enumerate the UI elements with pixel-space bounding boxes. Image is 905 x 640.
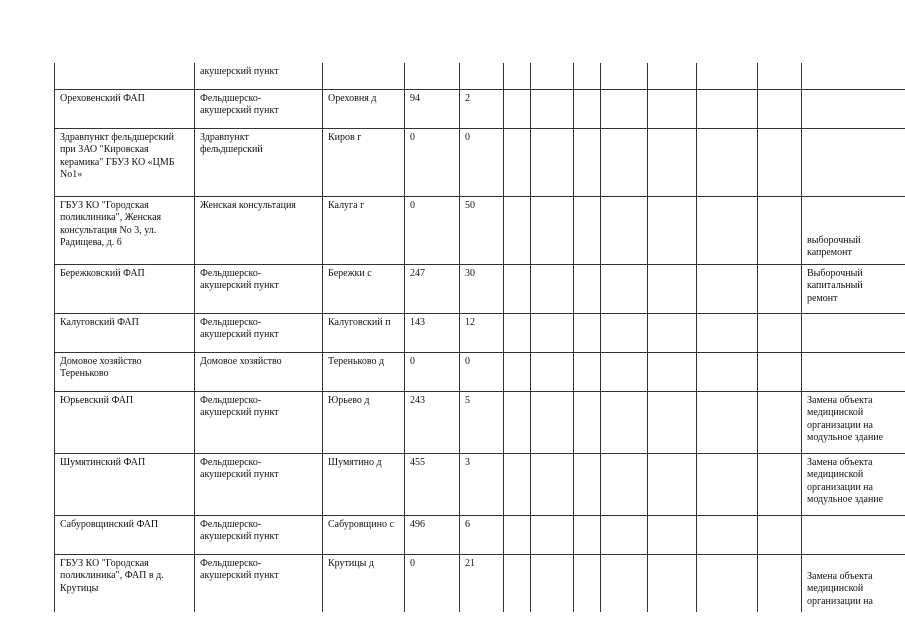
cell-type: Фельдшерско- акушерский пункт xyxy=(195,554,323,612)
cell-note: выборочный капремонт xyxy=(802,196,905,264)
cell-locality: Юрьево д xyxy=(323,391,405,453)
cell-empty xyxy=(648,89,697,128)
cell-value-2: 50 xyxy=(460,196,504,264)
cell-note xyxy=(802,128,905,196)
cell-empty xyxy=(574,554,601,612)
cell-empty xyxy=(531,453,574,515)
cell-value-1: 143 xyxy=(405,313,460,352)
cell-empty xyxy=(697,313,758,352)
cell-empty xyxy=(601,264,648,313)
cell-locality: Калуговский п xyxy=(323,313,405,352)
cell-empty xyxy=(601,554,648,612)
table-body xyxy=(55,63,905,612)
cell-name: Юрьевский ФАП xyxy=(55,391,195,453)
cell-name: Сабуровщинский ФАП xyxy=(55,515,195,554)
cell-empty xyxy=(601,196,648,264)
cell-value-1: 0 xyxy=(405,554,460,612)
cell-name: ГБУЗ КО "Городская поликлиника", ФАП в д. Крутицы xyxy=(55,554,195,612)
cell-empty xyxy=(531,313,574,352)
cell-value-1: 243 xyxy=(405,391,460,453)
cell-locality: Киров г xyxy=(323,128,405,196)
cell-name: Домовое хозяйство Тереньково xyxy=(55,352,195,391)
cell-empty xyxy=(531,554,574,612)
cell-type: Фельдшерско- акушерский пункт xyxy=(195,391,323,453)
cell-empty xyxy=(574,313,601,352)
table-row xyxy=(55,63,905,89)
document-table xyxy=(54,63,905,612)
cell-empty xyxy=(648,453,697,515)
cell-empty xyxy=(601,515,648,554)
cell-empty xyxy=(758,391,802,453)
cell-value-1: 94 xyxy=(405,89,460,128)
cell-empty xyxy=(758,128,802,196)
cell-empty xyxy=(648,264,697,313)
cell-value-1: 496 xyxy=(405,515,460,554)
cell-empty xyxy=(504,313,531,352)
cell-empty xyxy=(758,554,802,612)
cell-value-2: 3 xyxy=(460,453,504,515)
cell-locality: Сабуровщино с xyxy=(323,515,405,554)
cell-name: Здравпункт фельдшерский при ЗАО "Кировская керамика" ГБУЗ КО «ЦМБ No1» xyxy=(55,128,195,196)
cell-name: Ореховенский ФАП xyxy=(55,89,195,128)
cell-empty xyxy=(504,391,531,453)
cell-empty xyxy=(648,313,697,352)
cell-type: Здравпункт фельдшерский xyxy=(195,128,323,196)
cell-name xyxy=(55,63,195,89)
cell-value-2: 0 xyxy=(460,128,504,196)
cell-empty xyxy=(697,89,758,128)
cell-value-2: 21 xyxy=(460,554,504,612)
cell-empty xyxy=(504,264,531,313)
cell-empty xyxy=(531,89,574,128)
cell-empty xyxy=(601,391,648,453)
cell-value-2: 6 xyxy=(460,515,504,554)
cell-empty xyxy=(574,264,601,313)
cell-empty xyxy=(758,515,802,554)
cell-empty xyxy=(697,63,758,89)
cell-empty xyxy=(504,89,531,128)
cell-value-1: 0 xyxy=(405,352,460,391)
cell-name: Шумятинский ФАП xyxy=(55,453,195,515)
cell-value-1 xyxy=(405,63,460,89)
cell-note: Замена объекта медицинской организации на модульное здание xyxy=(802,391,905,453)
cell-empty xyxy=(697,391,758,453)
table-row xyxy=(55,515,905,554)
table-row xyxy=(55,128,905,196)
cell-empty xyxy=(758,352,802,391)
cell-empty xyxy=(648,352,697,391)
cell-value-1: 455 xyxy=(405,453,460,515)
cell-empty xyxy=(574,196,601,264)
cell-empty xyxy=(648,554,697,612)
cell-empty xyxy=(758,453,802,515)
cell-name: ГБУЗ КО "Городская поликлиника", Женская консультация No 3, ул. Радищева, д. 6 xyxy=(55,196,195,264)
table-row xyxy=(55,453,905,515)
cell-note xyxy=(802,63,905,89)
table-row xyxy=(55,89,905,128)
cell-empty xyxy=(648,63,697,89)
cell-empty xyxy=(504,453,531,515)
cell-type: Домовое хозяйство xyxy=(195,352,323,391)
cell-empty xyxy=(504,554,531,612)
cell-note xyxy=(802,89,905,128)
cell-empty xyxy=(758,264,802,313)
cell-note xyxy=(802,352,905,391)
cell-empty xyxy=(697,515,758,554)
cell-empty xyxy=(504,352,531,391)
cell-empty xyxy=(648,391,697,453)
cell-locality: Тереньково д xyxy=(323,352,405,391)
cell-empty xyxy=(574,89,601,128)
cell-note: Выборочный капитальный ремонт xyxy=(802,264,905,313)
cell-value-2: 30 xyxy=(460,264,504,313)
cell-locality: Бережки с xyxy=(323,264,405,313)
cell-empty xyxy=(504,196,531,264)
cell-type: Фельдшерско- акушерский пункт xyxy=(195,515,323,554)
table-row xyxy=(55,196,905,264)
cell-value-2: 0 xyxy=(460,352,504,391)
cell-type: Фельдшерско- акушерский пункт xyxy=(195,264,323,313)
cell-locality xyxy=(323,63,405,89)
cell-name: Калуговский ФАП xyxy=(55,313,195,352)
cell-value-2 xyxy=(460,63,504,89)
cell-locality: Крутицы д xyxy=(323,554,405,612)
cell-empty xyxy=(531,391,574,453)
cell-value-2: 12 xyxy=(460,313,504,352)
cell-empty xyxy=(601,453,648,515)
cell-note: Замена объекта медицинской организации на модульное здание xyxy=(802,453,905,515)
cell-empty xyxy=(758,89,802,128)
cell-locality: Ореховня д xyxy=(323,89,405,128)
cell-empty xyxy=(648,515,697,554)
cell-type: Фельдшерско- акушерский пункт xyxy=(195,453,323,515)
cell-empty xyxy=(697,352,758,391)
cell-empty xyxy=(504,63,531,89)
cell-locality: Калуга г xyxy=(323,196,405,264)
cell-type: Женская консультация xyxy=(195,196,323,264)
cell-empty xyxy=(697,554,758,612)
cell-empty xyxy=(697,128,758,196)
cell-note: Замена объекта медицинской организации на xyxy=(802,554,905,612)
cell-empty xyxy=(601,352,648,391)
cell-note xyxy=(802,313,905,352)
cell-empty xyxy=(601,313,648,352)
cell-note xyxy=(802,515,905,554)
cell-type: Фельдшерско- акушерский пункт xyxy=(195,89,323,128)
cell-empty xyxy=(531,264,574,313)
cell-value-2: 5 xyxy=(460,391,504,453)
cell-value-2: 2 xyxy=(460,89,504,128)
table-row xyxy=(55,264,905,313)
cell-empty xyxy=(574,128,601,196)
cell-locality: Шумятино д xyxy=(323,453,405,515)
cell-empty xyxy=(601,89,648,128)
cell-empty xyxy=(574,391,601,453)
table-row xyxy=(55,391,905,453)
cell-empty xyxy=(601,63,648,89)
cell-empty xyxy=(531,352,574,391)
cell-empty xyxy=(574,63,601,89)
cell-empty xyxy=(648,196,697,264)
table-row xyxy=(55,554,905,612)
cell-empty xyxy=(504,515,531,554)
cell-empty xyxy=(601,128,648,196)
cell-empty xyxy=(574,453,601,515)
cell-value-1: 0 xyxy=(405,196,460,264)
cell-empty xyxy=(531,515,574,554)
cell-empty xyxy=(574,352,601,391)
cell-empty xyxy=(697,264,758,313)
cell-empty xyxy=(531,128,574,196)
cell-empty xyxy=(758,63,802,89)
cell-empty xyxy=(574,515,601,554)
cell-empty xyxy=(531,63,574,89)
cell-empty xyxy=(531,196,574,264)
cell-name: Бережковский ФАП xyxy=(55,264,195,313)
table-row xyxy=(55,313,905,352)
cell-value-1: 0 xyxy=(405,128,460,196)
cell-empty xyxy=(648,128,697,196)
cell-type: акушерский пункт xyxy=(195,63,323,89)
cell-empty xyxy=(697,453,758,515)
cell-empty xyxy=(504,128,531,196)
cell-value-1: 247 xyxy=(405,264,460,313)
cell-type: Фельдшерско- акушерский пункт xyxy=(195,313,323,352)
cell-empty xyxy=(758,313,802,352)
cell-empty xyxy=(697,196,758,264)
table-row xyxy=(55,352,905,391)
cell-empty xyxy=(758,196,802,264)
